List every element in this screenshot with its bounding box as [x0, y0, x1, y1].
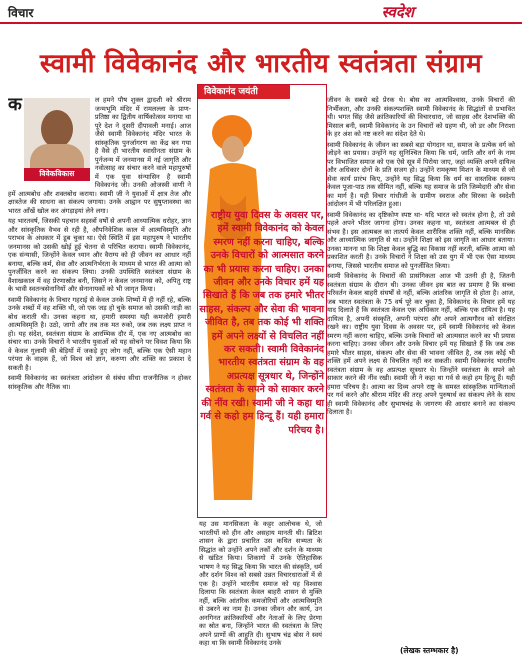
paragraph: स्वामी विवेकानंद का स्वतंत्रता आंदोलन से संबंध सीधा राजनीतिक न होकर सांस्कृतिक और नैतिक था। [8, 374, 191, 391]
article-column-3 [327, 96, 515, 636]
article-column-2: यह उस मानसिकता के कट्टर आलोचक थे, जो भारतीयों को हीन और असहाय मानती थी। ब्रिटिश शासन के द्वारा प्रचारित उस कथित सभ्यता के सिद्धांत को उन्होंने अपने तर्कों और दर्शन के माध्यम से खंडित किया। शिकागो में उनके ऐतिहासिक भाषण ने यह सिद्ध किया कि भारत की संस्कृति, धर्म और दर्शन विश्व को सबसे उन्नत विचारधाराओं में से एक है। उन्होंने भारतीय समाज को यह विश्वास दिलाया कि स्वतंत्रता केवल बाहरी शासन से मुक्ति नहीं, बल्कि आंतरिक कमजोरियों और आत्मविस्मृति से उबरने का नाम है। उनका जीवन और कार्य, उन अनगिनत क्रांतिकारियों और नेताओं के लिए प्रेरणा का स्रोत बना, जिन्होंने भारत की स्वतंत्रता के लिए अपने प्राणों की आहुति दी। सुभाष चंद्र बोस ने स्वयं कहा था कि स्वामी विवेकानंद उनके [199, 520, 322, 647]
author-name: विवेकविकास [24, 168, 90, 181]
page-title: स्वामी विवेकानंद और भारतीय स्वतंत्रता संग्राम [39, 49, 483, 79]
paragraph: जीवन के सबसे बड़े प्रेरक थे। बोस का आत्मविश्वास, उनके विचारों की निर्भीकता, और उनकी संकल्पशक्ति स्वामी विवेकानंद के सिद्धांतों से प्रभावित थी। भगत सिंह जैसे क्रांतिकारियों की विचारधारा, जो साहस और देशभक्ति की मिसाल बनी, स्वामी विवेकानंद के उन विचारों को ग्रहण थी, जो डर और निराशा के हर अंश को नष्ट करने का संदेश देते थे। [327, 96, 515, 138]
paragraph: स्वामी विवेकानंद के विचार गहराई से केवल उनके शिष्यों में ही नहीं रहे, बल्कि उनके शब्दों में वह शक्ति थी, जो एक जड़ हो चुके समाज को उसकी नाड़ी का बोध कराती थी। उनका कहना था, हमारी समस्या यही कमजोरी हमारी आत्मविस्मृति है। उठो, जागो और तब तक मत रुको, जब तक लक्ष्य प्राप्त न हो। यह संदेश, स्वतंत्रता संग्राम के आरम्भिक दौर में, एक नए आत्मबोध का संचार था। उनके विचारों ने भारतीय युवाओं को यह सोचने पर विवश किया कि वे केवल गुलामी की बेड़ियों में जकड़े हुए लोग नहीं, बल्कि एक ऐसी महान परंपरा के वाहक हैं, जो विश्व को ज्ञान, करुणा और शक्ति का प्रकाश दे सकती है। [8, 295, 191, 372]
paragraph: स्वामी विवेकानंद के जीवन का सबसे बड़ा योगदान था, समाज के प्रत्येक वर्ग को जोड़ने का प्रयास। उन्होंने यह सुनिश्चित किया कि धर्म, जाति और वर्ग के नाम पर विभाजित समाज को एक ऐसे सूत्र में पिरोया जाए, जहां व्यक्ति अपने दायित्व और अधिकार दोनों के प्रति सजग हो। उन्होंने रामकृष्ण मिशन के माध्यम से जो सेवा कार्य प्रारंभ किए, उन्होंने यह सिद्ध किया कि धर्म का वास्तविक स्वरूप केवल पूजा-पाठ तक सीमित नहीं, बल्कि यह समाज के प्रति जिम्मेदारी और सेवा का मार्ग है। यही विचार गांधीजी के ग्रामीण स्वराज और सिरका के स्वदेशी आंदोलन में भी परिलक्षित हुआ। [327, 140, 515, 208]
pull-quote: राष्ट्रीय युवा दिवस के अवसर पर, हमें स्वामी विवेकानंद को केवल स्मरण नहीं करना चाहिए, बल्कि उनके विचारों को आत्मसात करने का भी प्रयास करना चाहिए। उनका जीवन और उनके विचार हमें यह सिखाते हैं कि जब तक हमारे भीतर साहस, संकल्प और सेवा की भावना जीवित है, तब तक कोई भी शक्ति हमें अपने लक्ष्यों से विचलित नहीं कर सकती। स्वामी विवेकानंद भारतीय स्वतंत्रता संग्राम के वह अप्रत्यक्ष सूत्रधार थे, जिन्होंने स्वतंत्रता के सपने को साकार करने की नींव रखी। स्वामी जी ने कहा था गर्व से कहो हम हिन्दू हैं। यही हमारा परिचय है। [199, 210, 324, 436]
paragraph: ल हमने पौष शुक्ल द्वादशी को श्रीराम जन्मभूमि मंदिर में रामलल्ला के प्राण-प्रतिष्ठा का द्वितीय वार्षिकोत्सव मनाया था पूरे देश ने दूसरी दीपावली मनाई। आज जैसे स्वामी विवेकानंद मंदिर भारत के सांस्कृतिक पुनर्जागरण का केंद्र बन गया है वैसे ही भारतीय स्वाधीनता संग्राम के पुर्नजन्म में जनमानस में नई जागृति और नवोत्साह का संचार करने वाले महापुरुषों में एक युवा संन्यासिन है स्वामी विवेकानंद जी। उनकी ओजस्वी वाणी ने हमें आत्मबोध और शक्तबोध कराया। स्वामी जी ने युवाओं में क्षात्र तेज और क्षात्रतेज की साधना का संकल्प जगाया। उनके आह्वान पर सुषुप्तावस्था का भारत आँखें खोल कर अंगड़ाइयां लेने लगा। [8, 96, 191, 215]
top-bar [0, 0, 522, 22]
masthead-logo: स्वदेश [381, 3, 414, 21]
author-photo [24, 98, 90, 168]
header-divider [0, 22, 522, 24]
drop-cap: क [8, 96, 22, 115]
author-box [24, 98, 90, 181]
paragraph: स्वामी विवेकानंद का दृष्टिकोण स्पष्ट था- यदि भारत को स्वतंत्र होना है, तो उसे पहले अपने भीतर जागना होगा। उनका कहना था, स्वतंत्रता आत्मबल से ही संभव है। इस आत्मबल का तात्पर्य केवल शारीरिक शक्ति नहीं, बल्कि मानसिक और आध्यात्मिक जागृति से था। उन्होंने शिक्षा को इस जागृति का आधार बताया। उनका मानना था कि शिक्षा केवल बुद्धि का विकास नहीं करती, बल्कि आत्मा को प्रकाशित करती है। उनके विचारों ने शिक्षा को उस युग में भी एक ऐसा माध्यम बनाया, जिससे भारतीय समाज को पुनर्जीवित किया। [327, 210, 515, 270]
paragraph: यह भारतवर्ष, जिसकी पहचान सहस्त्रों वर्षों से अपनी आध्यात्मिक धरोहर, ज्ञान और सांस्कृतिक वैभव से रही है, औपनिवेशिक काल में आत्मविस्मृति और पराभव के अंधकार में डूब चुका था। ऐसे स्थिति में इस महापुरुष ने भारतीय जनमानस को उसकी खोई हुई चेतना से परिचित कराया। स्वामी विवेकानंद, एक संन्यासी, जिन्होंने केवल ध्यान और वैराग्य को ही जीवन का आधार नहीं बनाया, बल्कि कर्म, सेवा और आत्मनिर्भरता के माध्यम से भारत की आत्मा को पुनर्जीवित करने का संकल्प लिया। उनकी उपस्थिति स्वतंत्रता संग्राम के वैशाखकाल में वह प्रेरणास्रोत बनी, जिसने न केवल जनमानस को, अपितु राष्ट्र के भावी स्वतन्त्रसेनानियों और सेनानायकों को भी जागृत किया। [8, 217, 191, 293]
paragraph: स्वामी विवेकानंद के विचारों की प्रासंगिकता आज भी उतनी ही है, जितनी स्वतंत्रता संग्राम के दौरान थी। उनका जीवन इस बात का प्रमाण है कि सच्चा परिवर्तन केवल बाहरी संघर्षों से नहीं, बल्कि आंतरिक जागृति से होता है। आज, जब भारत स्वतंत्रता के 75 वर्ष पूरे कर चुका है, विवेकानंद के विचार हमें यह याद दिलाते हैं कि स्वतंत्रता केवल एक अधिकार नहीं, बल्कि एक दायित्व है। यह दायित्व है, अपनी संस्कृति, अपनी परंपरा और अपने आत्मगौरव को संरक्षित रखने का। राष्ट्रीय युवा दिवस के अवसर पर, हमें स्वामी विवेकानंद को केवल स्मरण नहीं करना चाहिए, बल्कि उनके विचारों को आत्मसात करने का भी प्रयास करना चाहिए। उनका जीवन और उनके विचार हमें यह सिखाते हैं कि जब तक हमारे भीतर साहस, संकल्प और सेवा की भावना जीवित है, तब तक कोई भी शक्ति हमें अपने लक्ष्य से विचलित नहीं कर सकती। स्वामी विवेकानंद भारतीय स्वतंत्रता संग्राम के वह अप्रत्यक्ष सूत्रधार थे। जिन्होंने स्वतंत्रता के सपने को साकार करने की नींव रखी। स्वामी जी ने कहा था गर्व से कहो हम हिन्दू हैं। यही हमारा परिचय है। आत्मा का दिव्य अपने राष्ट्र के समस्त सांस्कृतिक मान्यिताओं पर गर्व करने और श्रीराम मंदिर की तरह अपने पुरुषार्थ का संकल्प लेने के साथ ही स्वामी विवेकानंद और सुभाषचंद्र के जागरण की आधार बनाने का संकल्प दिलाता है। [327, 272, 515, 416]
box-title: विवेकानंद जयंती [198, 85, 290, 99]
section-label: विचार [8, 6, 34, 20]
article-column-1 [8, 96, 191, 658]
quote-box [197, 84, 327, 518]
author-byline: (लेखक स्तम्भकार है) [400, 646, 459, 655]
